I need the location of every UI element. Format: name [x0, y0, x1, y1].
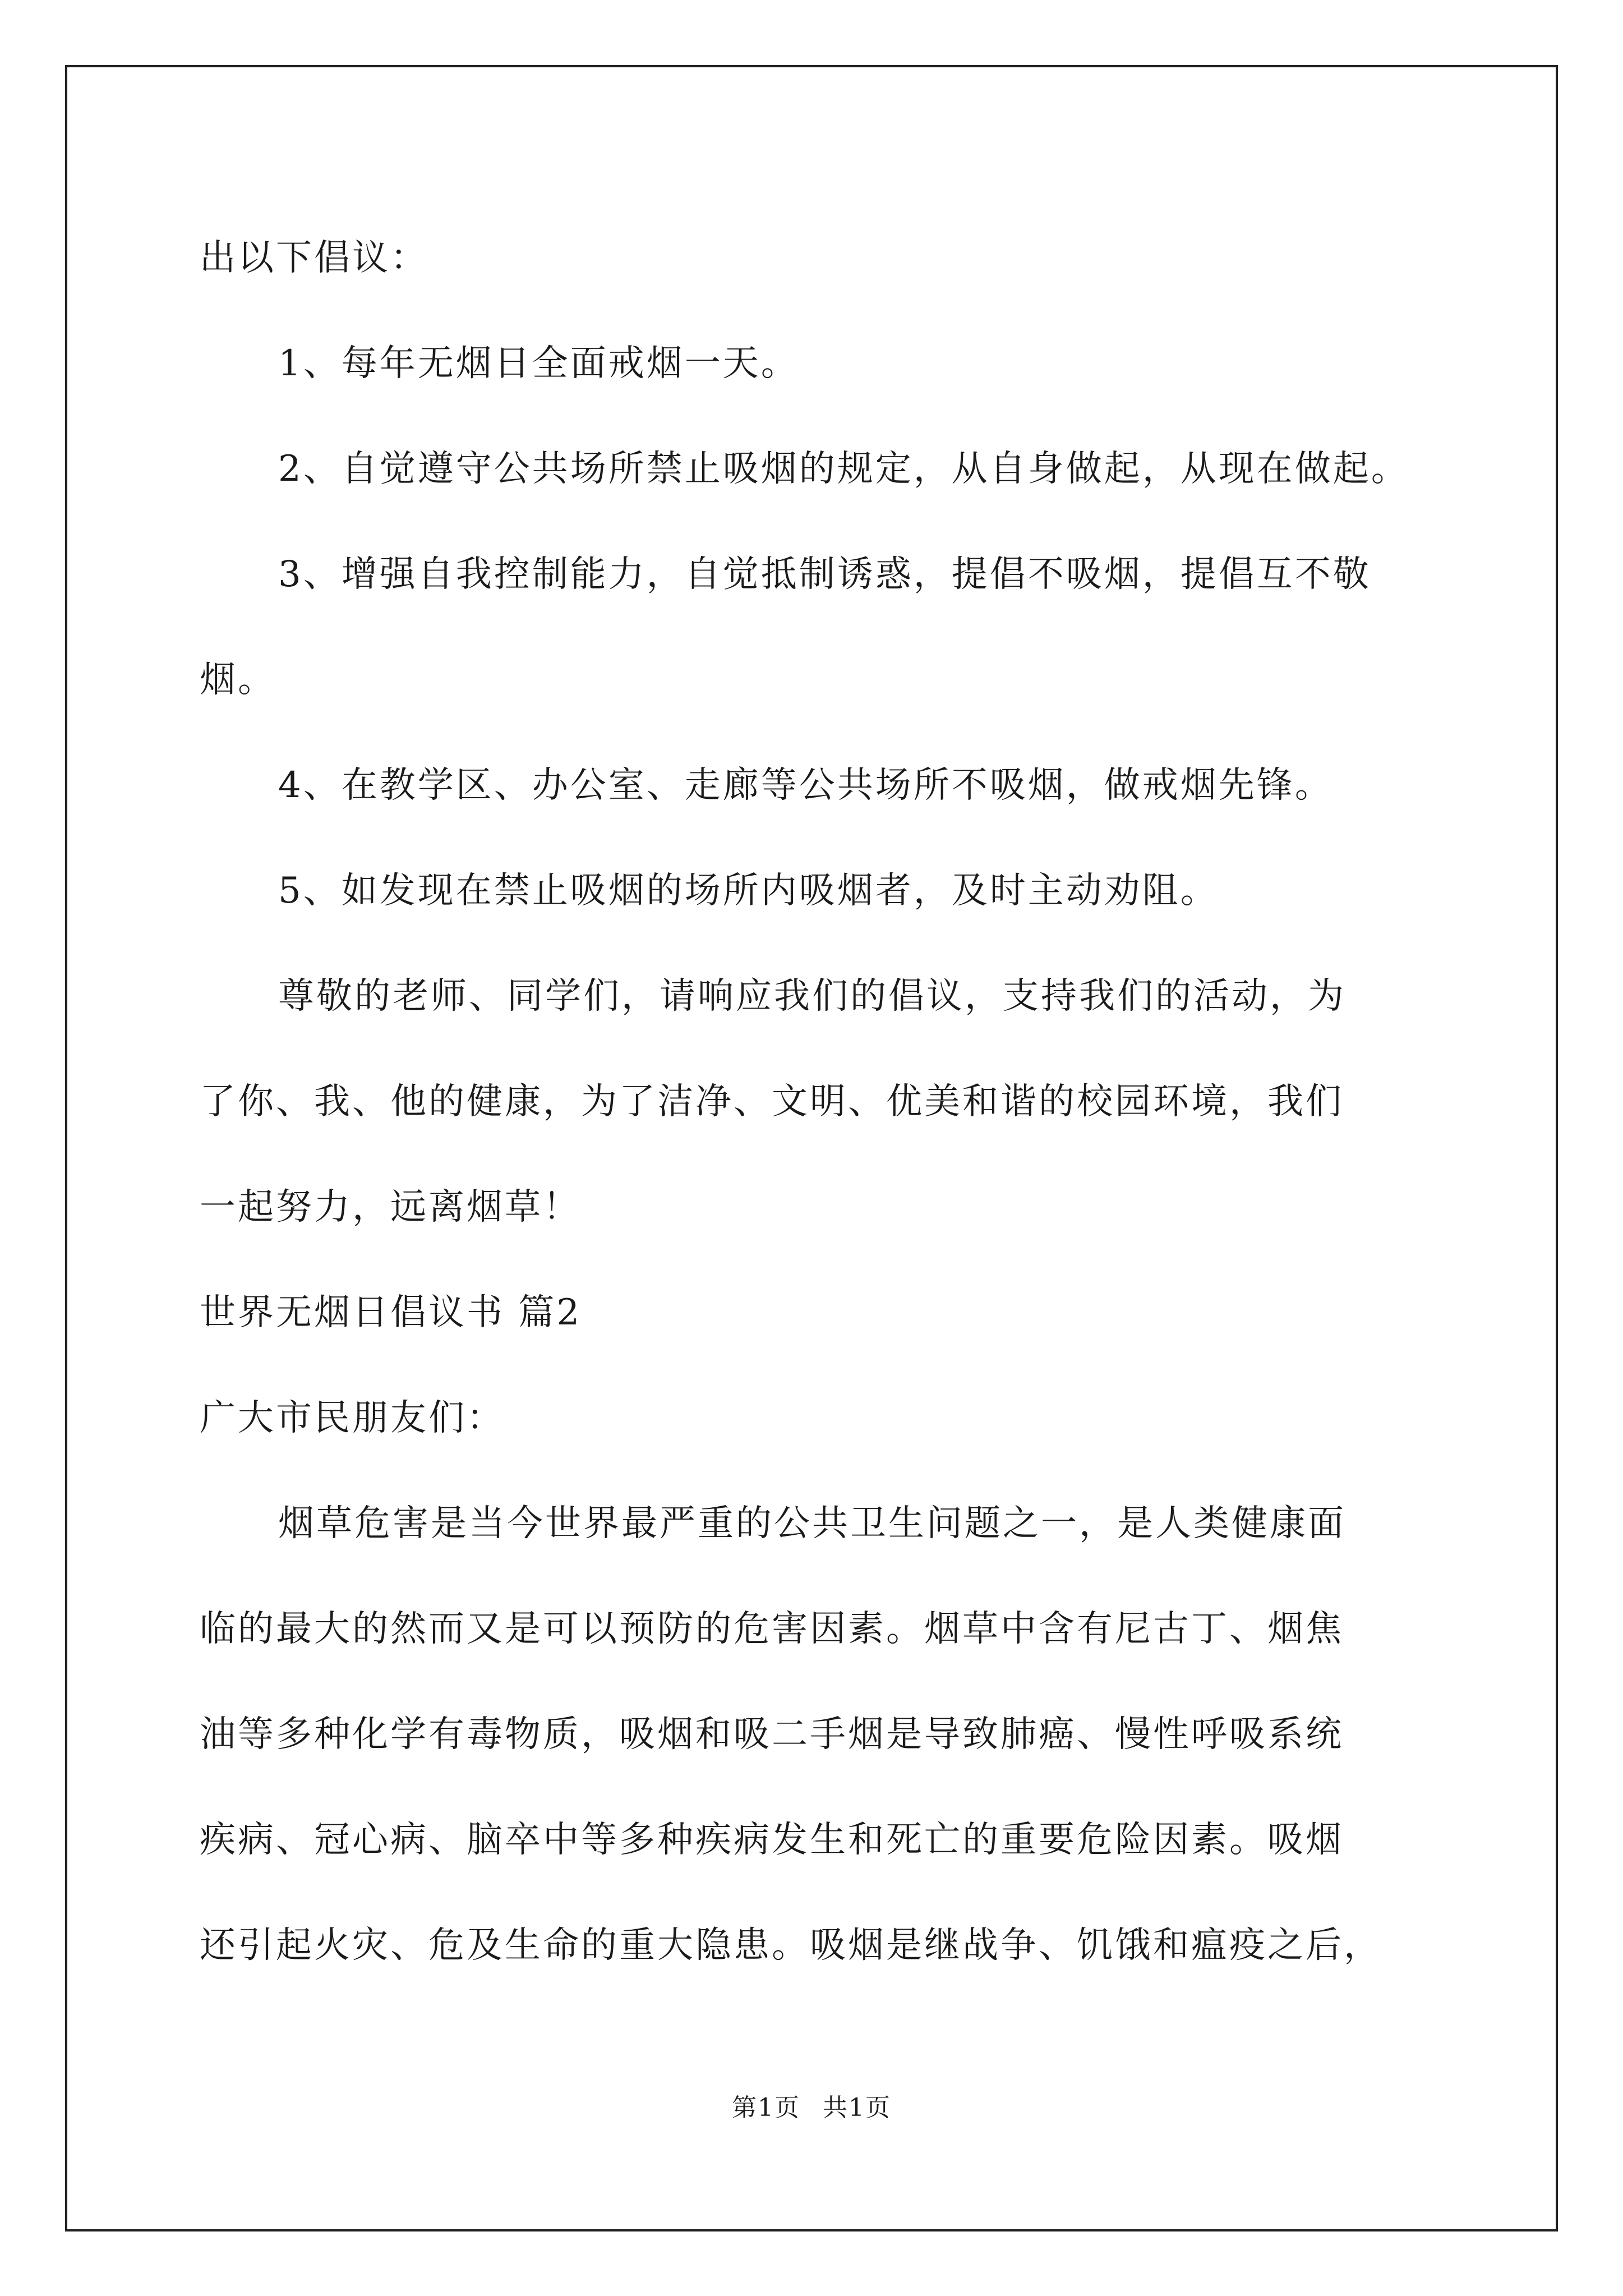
text-line: 烟。: [200, 659, 276, 701]
text-line: 临的最大的然而又是可以预防的危害因素。烟草中含有尼古丁、烟焦: [200, 1608, 1344, 1650]
page-number: 第1页: [732, 2093, 800, 2122]
text-line: 了你、我、他的健康，为了洁净、文明、优美和谐的校园环境，我们: [200, 1081, 1344, 1122]
page-total: 共1页: [823, 2093, 891, 2122]
proposal-item-3: 3、增强自我控制能力，自觉抵制诱惑，提倡不吸烟，提倡互不敬: [278, 554, 1371, 595]
text-line: 油等多种化学有毒物质，吸烟和吸二手烟是导致肺癌、慢性呼吸系统: [200, 1714, 1344, 1755]
text-line: 还引起火灾、危及生命的重大隐患。吸烟是继战争、饥饿和瘟疫之后，: [200, 1925, 1382, 1966]
closing-paragraph: 尊敬的老师、同学们，请响应我们的倡议，支持我们的活动，为: [278, 976, 1346, 1017]
page-border: [65, 65, 1558, 2231]
body-paragraph: 烟草危害是当今世界最严重的公共卫生问题之一，是人类健康面: [278, 1503, 1346, 1544]
proposal-item-2: 2、自觉遵守公共场所禁止吸烟的规定，从自身做起，从现在做起。: [278, 448, 1409, 490]
proposal-item-4: 4、在教学区、办公室、走廊等公共场所不吸烟，做戒烟先锋。: [278, 765, 1333, 806]
section-heading: 世界无烟日倡议书 篇2: [200, 1292, 582, 1333]
text-line: 出以下倡议：: [200, 237, 428, 279]
proposal-item-1: 1、每年无烟日全面戒烟一天。: [278, 343, 799, 384]
salutation: 广大市民朋友们：: [200, 1397, 505, 1439]
proposal-item-5: 5、如发现在禁止吸烟的场所内吸烟者，及时主动劝阻。: [278, 870, 1219, 912]
text-line: 一起努力，远离烟草！: [200, 1186, 581, 1228]
page-footer: [0, 2092, 1623, 2124]
text-line: 疾病、冠心病、脑卒中等多种疾病发生和死亡的重要危险因素。吸烟: [200, 1819, 1344, 1861]
